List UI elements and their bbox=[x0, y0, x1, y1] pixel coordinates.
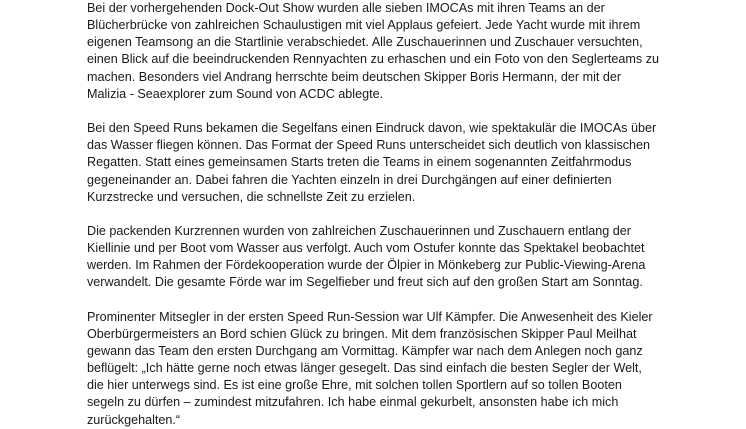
text-line: segeln zu dürfen – zumindest mitzufahren. Ich habe einmal gekurbelt, ansonsten habe ich mich bbox=[87, 395, 619, 410]
text-line: zurückgehalten.“ bbox=[87, 412, 181, 427]
text-line: verwandelt. Die gesamte Förde war im Segelfieber und freut sich auf den großen Start am Sonntag. bbox=[87, 275, 643, 290]
paragraph-prominent-guest bbox=[87, 309, 727, 429]
text-line: Kurzstrecke und versuchen, die schnellste Zeit zu erzielen. bbox=[87, 189, 416, 204]
text-line: Blücherbrücke von zahlreichen Schaulustigen mit viel Applaus gefeiert. Jede Yacht wurde mit ihrem bbox=[87, 18, 641, 33]
text-line: Kiellinie und per Boot vom Wasser aus verfolgt. Auch vom Ostufer konnte das Spektakel beobachtet bbox=[87, 241, 645, 256]
text-line: beflügelt: „Ich hätte gerne noch etwas länger gesegelt. Das sind einfach die besten Segler der Welt, bbox=[87, 361, 642, 376]
text-line: die hier unterwegs sind. Es ist eine große Ehre, mit solchen tollen Sportlern auf so tollen Booten bbox=[87, 378, 622, 393]
text-line: gegeneinander an. Dabei fahren die Yachten einzeln in drei Durchgängen auf einer definierten bbox=[87, 172, 612, 187]
paragraph-dock-out-show bbox=[87, 0, 727, 103]
text-line: Bei den Speed Runs bekamen die Segelfans einen Eindruck davon, wie spektakulär die IMOCAs über bbox=[87, 121, 657, 136]
text-line: machen. Besonders viel Andrang herrschte beim deutschen Skipper Boris Hermann, der mit der bbox=[87, 69, 622, 84]
paragraph-spectators bbox=[87, 223, 727, 292]
text-line: Prominenter Mitsegler in der ersten Speed Run-Session war Ulf Kämpfer. Die Anwesenheit des Kieler bbox=[87, 309, 653, 324]
text-line: gewann das Team den ersten Durchgang am Vormittag. Kämpfer war nach dem Anlegen noch ganz bbox=[87, 343, 643, 358]
text-line: das Wasser fliegen können. Das Format der Speed Runs unterscheidet sich deutlich von klassischen bbox=[87, 138, 651, 153]
paragraph-speed-runs bbox=[87, 120, 727, 206]
article-body bbox=[87, 0, 727, 429]
text-line: einen Blick auf die beeindruckenden Rennyachten zu erhaschen und ein Foto von den Seglerteams zu bbox=[87, 52, 659, 67]
text-line: eigenen Teamsong an die Startlinie verabschiedet. Alle Zuschauerinnen und Zuschauer versuchten, bbox=[87, 35, 643, 50]
text-line: Oberbürgermeisters an Bord schien Glück zu bringen. Mit dem französischen Skipper Paul Meilhat bbox=[87, 326, 637, 341]
text-line: werden. Im Rahmen der Fördekooperation wurde der Ölpier in Mönkeberg zur Public-Viewing-Arena bbox=[87, 258, 646, 273]
text-line: Malizia - Seaexplorer zum Sound von ACDC ablegte. bbox=[87, 86, 384, 101]
paragraph-spacer bbox=[87, 206, 727, 223]
text-line: Bei der vorhergehenden Dock-Out Show wurden alle sieben IMOCAs mit ihren Teams an der bbox=[87, 1, 605, 15]
text-line: Regatten. Statt eines gemeinsamen Starts treten die Teams in einem sogenannten Zeitfahrmodus bbox=[87, 155, 632, 170]
paragraph-spacer bbox=[87, 292, 727, 309]
paragraph-spacer bbox=[87, 103, 727, 120]
text-line: Die packenden Kurzrennen wurden von zahlreichen Zuschauerinnen und Zuschauern entlang der bbox=[87, 223, 631, 238]
